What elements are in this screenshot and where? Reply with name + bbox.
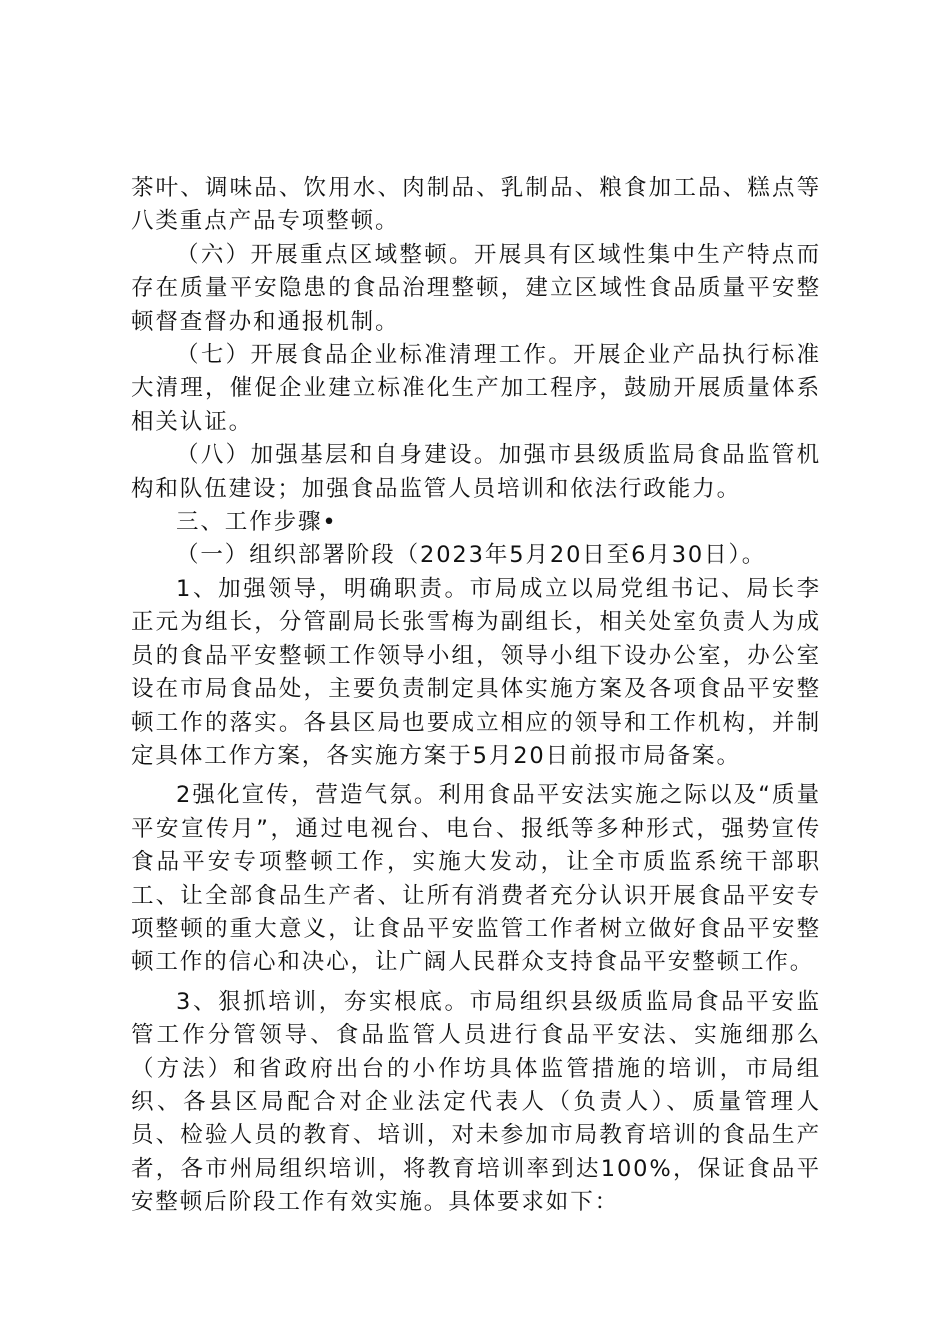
heading-work-steps: 三、工作步骤•	[176, 509, 338, 536]
paragraph-step-2: 2强化宣传，营造气氛。利用食品平安法实施之际以及“质量平安宣传月”，通过电视台、电台、报纸等多种形式，强势宣传食品平安专项整顿工作，实施大发动，让全市质监系统干部职工、让全部食品生产者、让所有消费者充分认识开展食品平安专项整顿的重大意义，让食品平安监管工作者树立做好食品平安整顿工作的信心和决心，让广阔人民群众支持食品平安整顿工作。	[131, 782, 821, 976]
paragraph-section-6: （六）开展重点区域整顿。开展具有区域性集中生产特点而存在质量平安隐患的食品治理整顿，建立区域性食品质量平安整顿督查督办和通报机制。	[131, 241, 821, 335]
paragraph-section-8: （八）加强基层和自身建设。加强市县级质监局食品监管机构和队伍建设；加强食品监管人员培训和依法行政能力。	[131, 442, 821, 502]
document-body	[131, 172, 821, 1220]
paragraph-section-7: （七）开展食品企业标准清理工作。开展企业产品执行标准大清理，催促企业建立标准化生产加工程序，鼓励开展质量体系相关认证。	[131, 342, 821, 435]
paragraph-continuation: 茶叶、调味品、饮用水、肉制品、乳制品、粮食加工品、糕点等八类重点产品专项整顿。	[131, 175, 821, 235]
paragraph-step-1: 1、加强领导，明确职责。市局成立以局党组书记、局长李正元为组长，分管副局长张雪梅为副组长，相关处室负责人为成员的食品平安整顿工作领导小组，领导小组下设办公室，办公室设在市局食品处，主要负责制定具体实施方案及各项食品平安整顿工作的落实。各县区局也要成立相应的领导和工作机构，并制定具体工作方案，各实施方案于5月20日前报市局备案。	[131, 575, 821, 769]
heading-phase-1: （一）组织部署阶段（2023年5月20日至6月30日）。	[176, 542, 767, 569]
paragraph-step-3: 3、狠抓培训，夯实根底。市局组织县级质监局食品平安监管工作分管领导、食品监管人员进行食品平安法、实施细那么（方法）和省政府出台的小作坊具体监管措施的培训，市局组织、各县区局配合对企业法定代表人（负责人）、质量管理人员、检验人员的教育、培训，对未参加市局教育培训的食品生产者，各市州局组织培训，将教育培训率到达100%，保证食品平安整顿后阶段工作有效实施。具体要求如下：	[131, 988, 821, 1216]
